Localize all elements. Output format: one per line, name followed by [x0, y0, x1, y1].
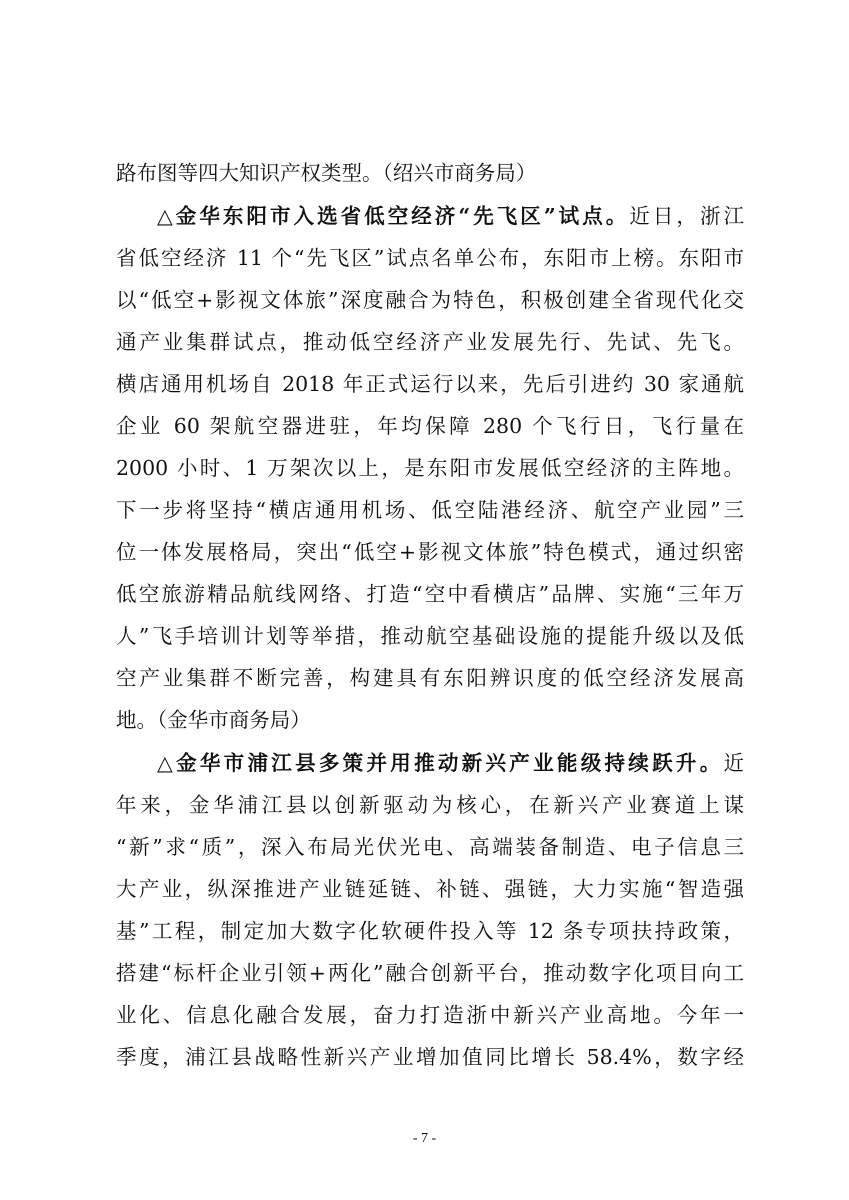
paragraph-line: 搭建“标杆企业引领+两化”融合创新平台，推动数字化项目向工	[116, 961, 744, 985]
paragraph-line: 位一体发展格局，突出“低空+影视文体旅”特色模式，通过织密	[116, 540, 744, 564]
paragraph-line: 省低空经济 11 个“先飞区”试点名单公布，东阳市上榜。东阳市	[116, 246, 744, 270]
paragraph-line: 2000 小时、1 万架次以上，是东阳市发展低空经济的主阵地。	[116, 456, 744, 480]
paragraph-line: 大产业，纵深推进产业链延链、补链、强链，大力实施“智造强	[116, 877, 744, 901]
news-heading-line	[157, 751, 744, 775]
paragraph-line: “新”求“质”，深入布局光伏光电、高端装备制造、电子信息三	[116, 835, 744, 859]
news-heading-line	[157, 204, 744, 228]
paragraph-line: 低空旅游精品航线网络、打造“空中看横店”品牌、实施“三年万	[116, 582, 744, 606]
news-heading-dongyang: △金华东阳市入选省低空经济“先飞区”试点。	[157, 204, 630, 228]
paragraph-line: 企业 60 架航空器进驻，年均保障 280 个飞行日，飞行量在	[116, 414, 744, 438]
paragraph-line: 基”工程，制定加大数字化软硬件投入等 12 条专项扶持政策，	[116, 919, 744, 943]
paragraph-line: 路布图等四大知识产权类型。（绍兴市商务局）	[116, 161, 537, 185]
paragraph-text: 近日，浙江	[629, 204, 744, 228]
paragraph-line: 以“低空+影视文体旅”深度融合为特色，积极创建全省现代化交	[116, 288, 744, 312]
paragraph-text: 近	[723, 751, 744, 775]
paragraph-line: 年来，金华浦江县以创新驱动为核心，在新兴产业赛道上谋	[116, 793, 744, 817]
paragraph-line: 业化、信息化融合发展，奋力打造浙中新兴产业高地。今年一	[116, 1003, 744, 1027]
page-number: - 7 -	[412, 1131, 437, 1146]
paragraph-line: 空产业集群不断完善，构建具有东阳辨识度的低空经济发展高	[116, 666, 744, 690]
news-heading-pujiang: △金华市浦江县多策并用推动新兴产业能级持续跃升。	[157, 751, 724, 775]
paragraph-line: 横店通用机场自 2018 年正式运行以来，先后引进约 30 家通航	[116, 372, 744, 396]
paragraph-line: 下一步将坚持“横店通用机场、低空陆港经济、航空产业园”三	[116, 498, 744, 522]
paragraph-line: 季度，浦江县战略性新兴产业增加值同比增长 58.4%，数字经	[116, 1045, 744, 1069]
paragraph-line: 通产业集群试点，推动低空经济产业发展先行、先试、先飞。	[116, 330, 744, 354]
paragraph-line: 人”飞手培训计划等举措，推动航空基础设施的提能升级以及低	[116, 624, 744, 648]
paragraph-line: 地。（金华市商务局）	[116, 708, 311, 732]
